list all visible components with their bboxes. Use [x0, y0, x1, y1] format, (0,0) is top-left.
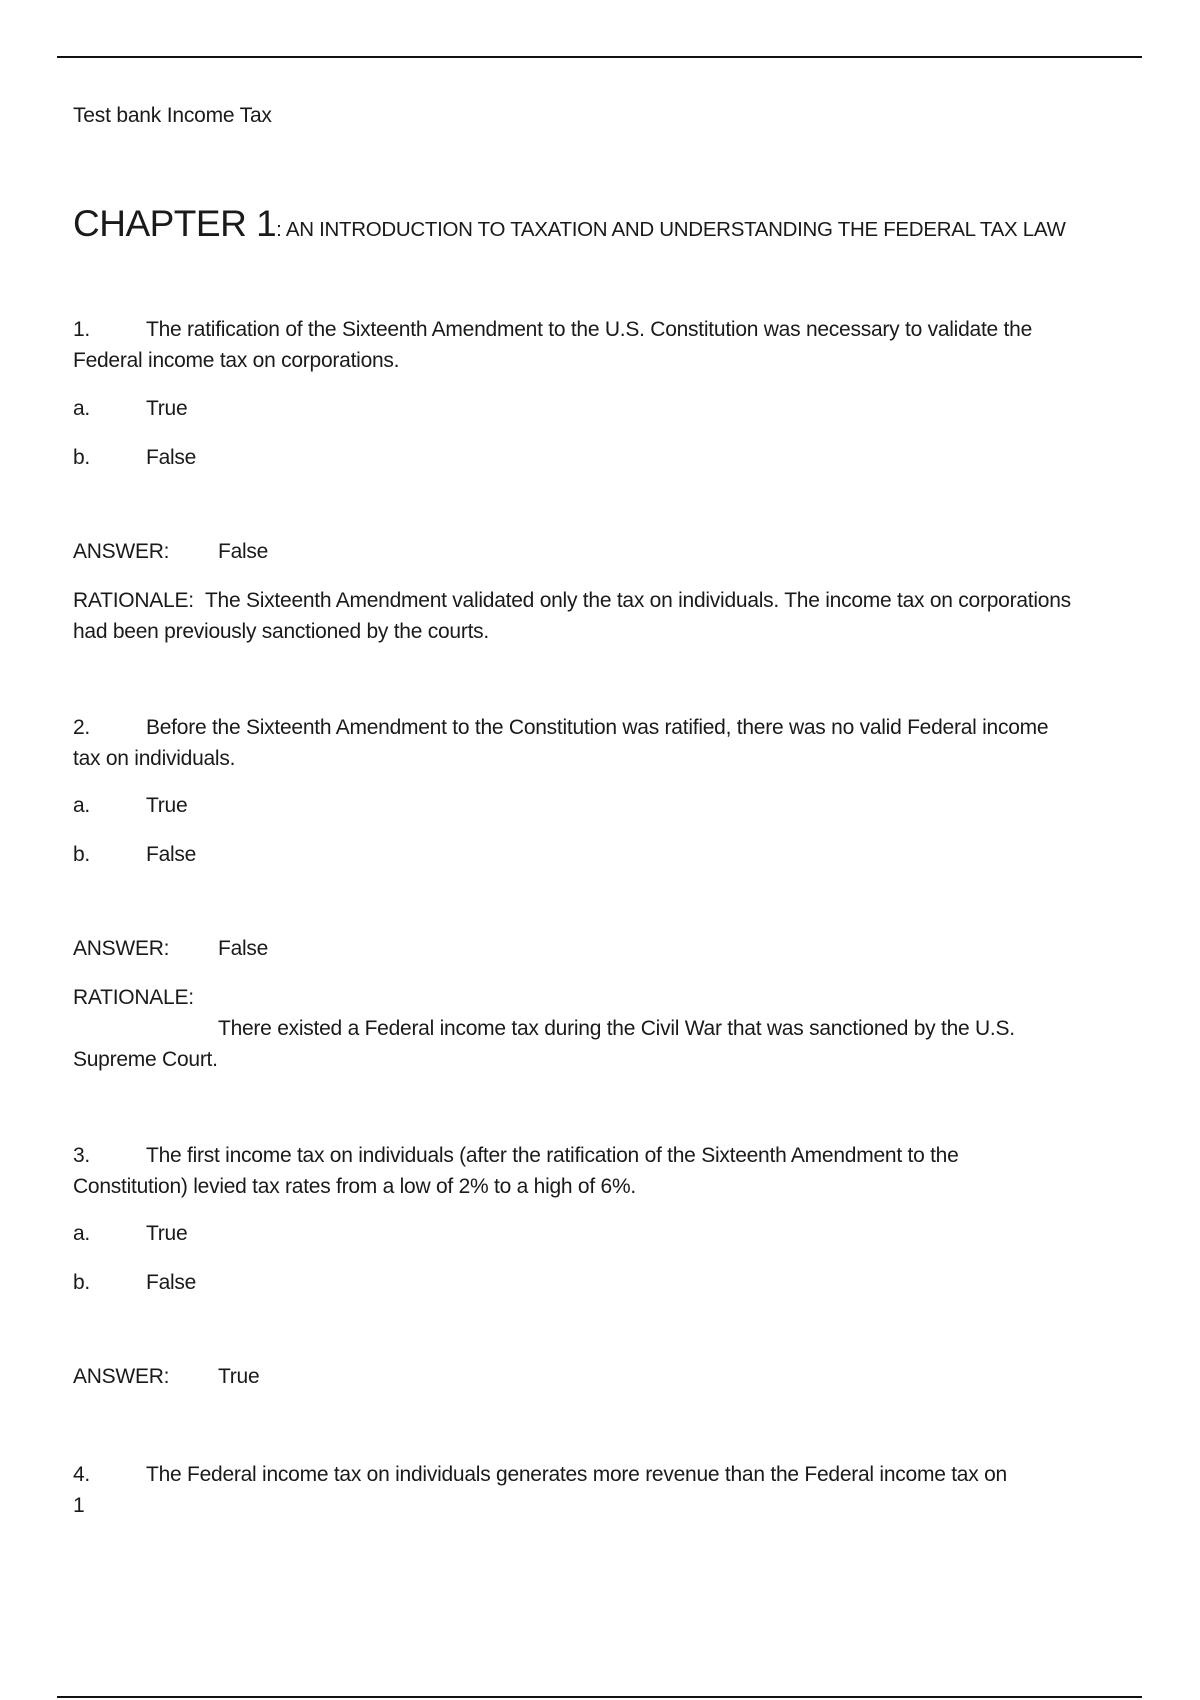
question-4 — [73, 1459, 1143, 1490]
option-b — [73, 1267, 1143, 1298]
option-letter: b. — [73, 1271, 91, 1294]
rationale-block — [73, 1013, 1143, 1075]
answer-value: False — [218, 937, 269, 960]
chapter-subtitle: : AN INTRODUCTION TO TAXATION AND UNDERSTANDING THE FEDERAL TAX LAW — [276, 218, 1066, 241]
top-rule — [57, 56, 1142, 58]
answer-label: ANSWER: — [73, 540, 170, 563]
answer-line — [73, 1361, 1143, 1392]
question-1-stem — [73, 314, 1143, 345]
answer-line — [73, 536, 1143, 567]
document-title: Test bank Income Tax — [73, 104, 272, 127]
option-text: True — [146, 794, 188, 817]
bottom-rule — [57, 1696, 1142, 1698]
question-2-stem — [73, 712, 1143, 743]
question-text-line: Federal income tax on corporations. — [73, 349, 400, 372]
chapter-heading — [73, 203, 1066, 245]
question-2 — [73, 712, 1143, 774]
question-3 — [73, 1140, 1143, 1202]
rationale-text-line: had been previously sanctioned by the courts. — [73, 620, 490, 643]
option-a — [73, 1218, 1143, 1249]
option-text: True — [146, 1222, 188, 1245]
option-text: False — [146, 843, 197, 866]
answer-label: ANSWER: — [73, 937, 170, 960]
question-number: 2. — [73, 716, 91, 739]
rationale-block — [73, 585, 1143, 647]
chapter-label: CHAPTER 1 — [73, 203, 277, 244]
answer-value: False — [218, 540, 269, 563]
rationale-label: RATIONALE: — [73, 986, 194, 1009]
question-text-line: The ratification of the Sixteenth Amendment to the U.S. Constitution was necessary to validate the — [146, 318, 1032, 341]
question-3-stem — [73, 1140, 1143, 1171]
question-1 — [73, 314, 1143, 376]
option-letter: a. — [73, 794, 91, 817]
rationale-text-line: Supreme Court. — [73, 1048, 218, 1071]
option-a — [73, 790, 1143, 821]
rationale-text-line: There existed a Federal income tax during the Civil War that was sanctioned by the U.S. — [218, 1017, 1015, 1040]
question-text-line: tax on individuals. — [73, 747, 236, 770]
option-a — [73, 393, 1143, 424]
answer-label: ANSWER: — [73, 1365, 170, 1388]
option-b — [73, 839, 1143, 870]
page-number: 1 — [73, 1494, 85, 1517]
rationale-text-line: The Sixteenth Amendment validated only the tax on individuals. The income tax on corporations — [204, 589, 1071, 612]
question-text-line: Before the Sixteenth Amendment to the Constitution was ratified, there was no valid Federal income — [146, 716, 1049, 739]
answer-line — [73, 933, 1143, 964]
answer-value: True — [218, 1365, 260, 1388]
option-text: True — [146, 397, 188, 420]
option-letter: a. — [73, 1222, 91, 1245]
question-number: 1. — [73, 318, 91, 341]
option-letter: b. — [73, 446, 91, 469]
question-text-line: Constitution) levied tax rates from a low of 2% to a high of 6%. — [73, 1175, 636, 1198]
question-number: 4. — [73, 1463, 91, 1486]
option-letter: b. — [73, 843, 91, 866]
option-text: False — [146, 1271, 197, 1294]
question-text-line: The Federal income tax on individuals generates more revenue than the Federal income tax on — [146, 1463, 1007, 1486]
option-b — [73, 442, 1143, 473]
question-number: 3. — [73, 1144, 91, 1167]
option-text: False — [146, 446, 197, 469]
option-letter: a. — [73, 397, 91, 420]
rationale-label: RATIONALE: — [73, 589, 194, 612]
question-text-line: The first income tax on individuals (after the ratification of the Sixteenth Amendment to the — [146, 1144, 959, 1167]
